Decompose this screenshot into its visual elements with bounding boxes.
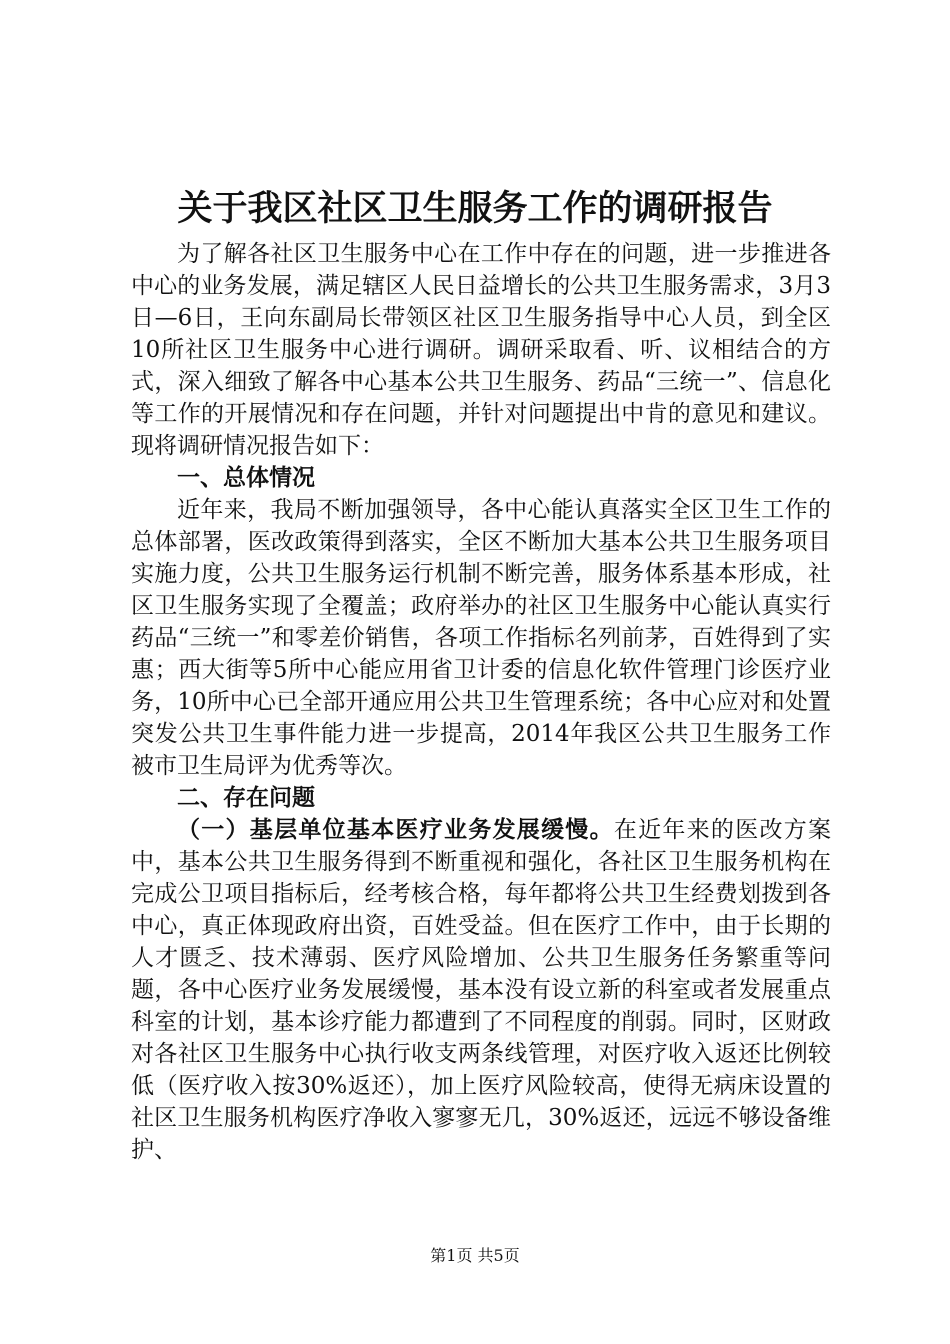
problem-1-text: 在近年来的医改方案中，基本公共卫生服务得到不断重视和强化，各社区卫生服务机构在完成公卫项目指标后，经考核合格，每年都将公共卫生经费划拨到各中心，真正体现政府出资，百姓受益。但在医疗工作中，由于长期的人才匮乏、技术薄弱、医疗风险增加、公共卫生服务任务繁重等问题，各中心医疗业务发展缓慢，基本没有设立新的科室或者发展重点科室的计划，基本诊疗能力都遭到了不同程度的削弱。同时，区财政对各社区卫生服务中心执行收支两条线管理，对医疗收入返还比例较低（医疗收入按30%返还），加上医疗风险较高，使得无病床设置的社区卫生服务机构医疗净收入寥寥无几，30%返还，远远不够设备维护、	[131, 817, 832, 1163]
document-title: 关于我区社区卫生服务工作的调研报告	[177, 188, 773, 229]
problem-1-lead: （一）基层单位基本医疗业务发展缓慢。	[177, 817, 614, 843]
section-heading-problems: 二、存在问题	[177, 785, 315, 811]
document-body	[131, 238, 831, 1166]
problem-paragraph-1	[131, 814, 831, 1166]
section-heading-overview: 一、总体情况	[177, 465, 315, 491]
page-footer: 第1页 共5页	[430, 1246, 520, 1265]
overview-paragraph: 近年来，我局不断加强领导，各中心能认真落实全区卫生工作的总体部署，医改政策得到落实，全区不断加大基本公共卫生服务项目实施力度，公共卫生服务运行机制不断完善，服务体系基本形成，社区卫生服务实现了全覆盖；政府举办的社区卫生服务中心能认真实行药品“三统一”和零差价销售，各项工作指标名列前茅，百姓得到了实惠；西大街等5所中心能应用省卫计委的信息化软件管理门诊医疗业务，10所中心已全部开通应用公共卫生管理系统；各中心应对和处置突发公共卫生事件能力进一步提高，2014年我区公共卫生服务工作被市卫生局评为优秀等次。	[131, 497, 831, 779]
intro-paragraph: 为了解各社区卫生服务中心在工作中存在的问题，进一步推进各中心的业务发展，满足辖区人民日益增长的公共卫生服务需求，3月3日—6日，王向东副局长带领区社区卫生服务指导中心人员，到全区10所社区卫生服务中心进行调研。调研采取看、听、议相结合的方式，深入细致了解各中心基本公共卫生服务、药品“三统一”、信息化等工作的开展情况和存在问题，并针对问题提出中肯的意见和建议。现将调研情况报告如下：	[131, 241, 831, 459]
